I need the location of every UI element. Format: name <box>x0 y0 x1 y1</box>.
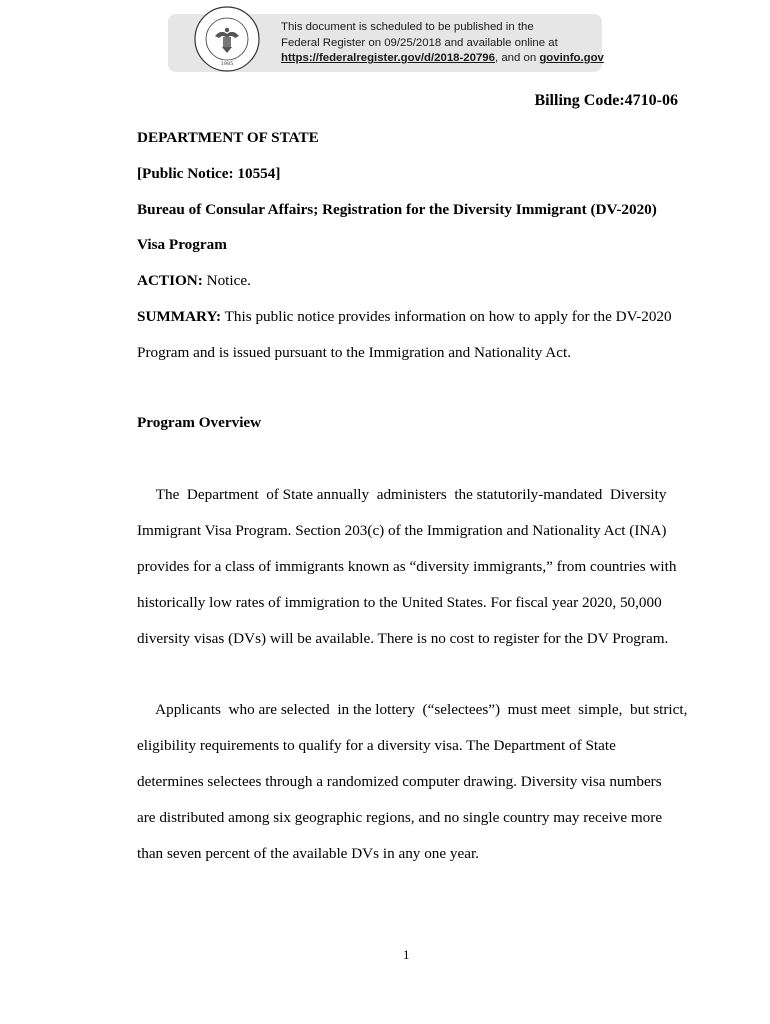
document-title-line-1: Bureau of Consular Affairs; Registration for the Diversity Immigrant (DV-2020) <box>137 201 657 218</box>
govinfo-link[interactable]: govinfo.gov <box>539 52 604 65</box>
summary-line-1 <box>137 308 677 326</box>
banner-joiner: , and on <box>494 52 540 65</box>
banner-notice <box>281 20 604 67</box>
banner-line-3 <box>281 51 604 67</box>
billing-code: Billing Code:4710-06 <box>534 92 678 109</box>
section-heading: Program Overview <box>137 414 262 431</box>
action-label: ACTION: <box>137 272 203 289</box>
federal-register-link[interactable]: https://federalregister.gov/d/2018-20796 <box>281 52 495 65</box>
department-heading: DEPARTMENT OF STATE <box>137 129 319 146</box>
summary-text-1: This public notice provides information on how to apply for the DV-2020 <box>221 308 672 325</box>
public-notice-number: [Public Notice: 10554] <box>137 165 281 182</box>
page-number: 1 <box>403 947 410 962</box>
summary-label: SUMMARY: <box>137 308 222 325</box>
action-text: Notice. <box>202 272 251 289</box>
paragraph-1-line-2: Immigrant Visa Program. Section 203(c) of the Immigration and Nationality Act (INA) <box>137 522 667 539</box>
seal-year: 1985 <box>220 61 234 67</box>
document-title-line-2: Visa Program <box>137 236 227 253</box>
national-archives-seal-icon <box>193 5 261 73</box>
summary-line-2: Program and is issued pursuant to the Immigration and Nationality Act. <box>137 344 572 361</box>
paragraph-1-line-5: diversity visas (DVs) will be available. There is no cost to register for the DV Program. <box>137 630 669 647</box>
paragraph-1-line-1: The Department of State annually administers the statutorily-mandated Diversity <box>137 486 667 503</box>
paragraph-2-line-5: than seven percent of the available DVs in any one year. <box>137 845 480 862</box>
paragraph-2-line-3: determines selectees through a randomized computer drawing. Diversity visa numbers <box>137 773 662 790</box>
paragraph-2-line-1: Applicants who are selected in the lottery (“selectees”) must meet simple, but strict, <box>137 701 688 718</box>
banner-line-2: Federal Register on 09/25/2018 and available online at <box>281 36 558 49</box>
paragraph-2-line-4: are distributed among six geographic regions, and no single country may receive more <box>137 809 663 826</box>
action-line <box>137 272 677 290</box>
paragraph-2-line-2: eligibility requirements to qualify for a diversity visa. The Department of State <box>137 737 616 754</box>
paragraph-1-line-3: provides for a class of immigrants known as “diversity immigrants,” from countries with <box>137 558 677 575</box>
paragraph-1-line-4: historically low rates of immigration to the United States. For fiscal year 2020, 50,000 <box>137 594 662 611</box>
banner-line-1: This document is scheduled to be published in the <box>281 21 534 33</box>
